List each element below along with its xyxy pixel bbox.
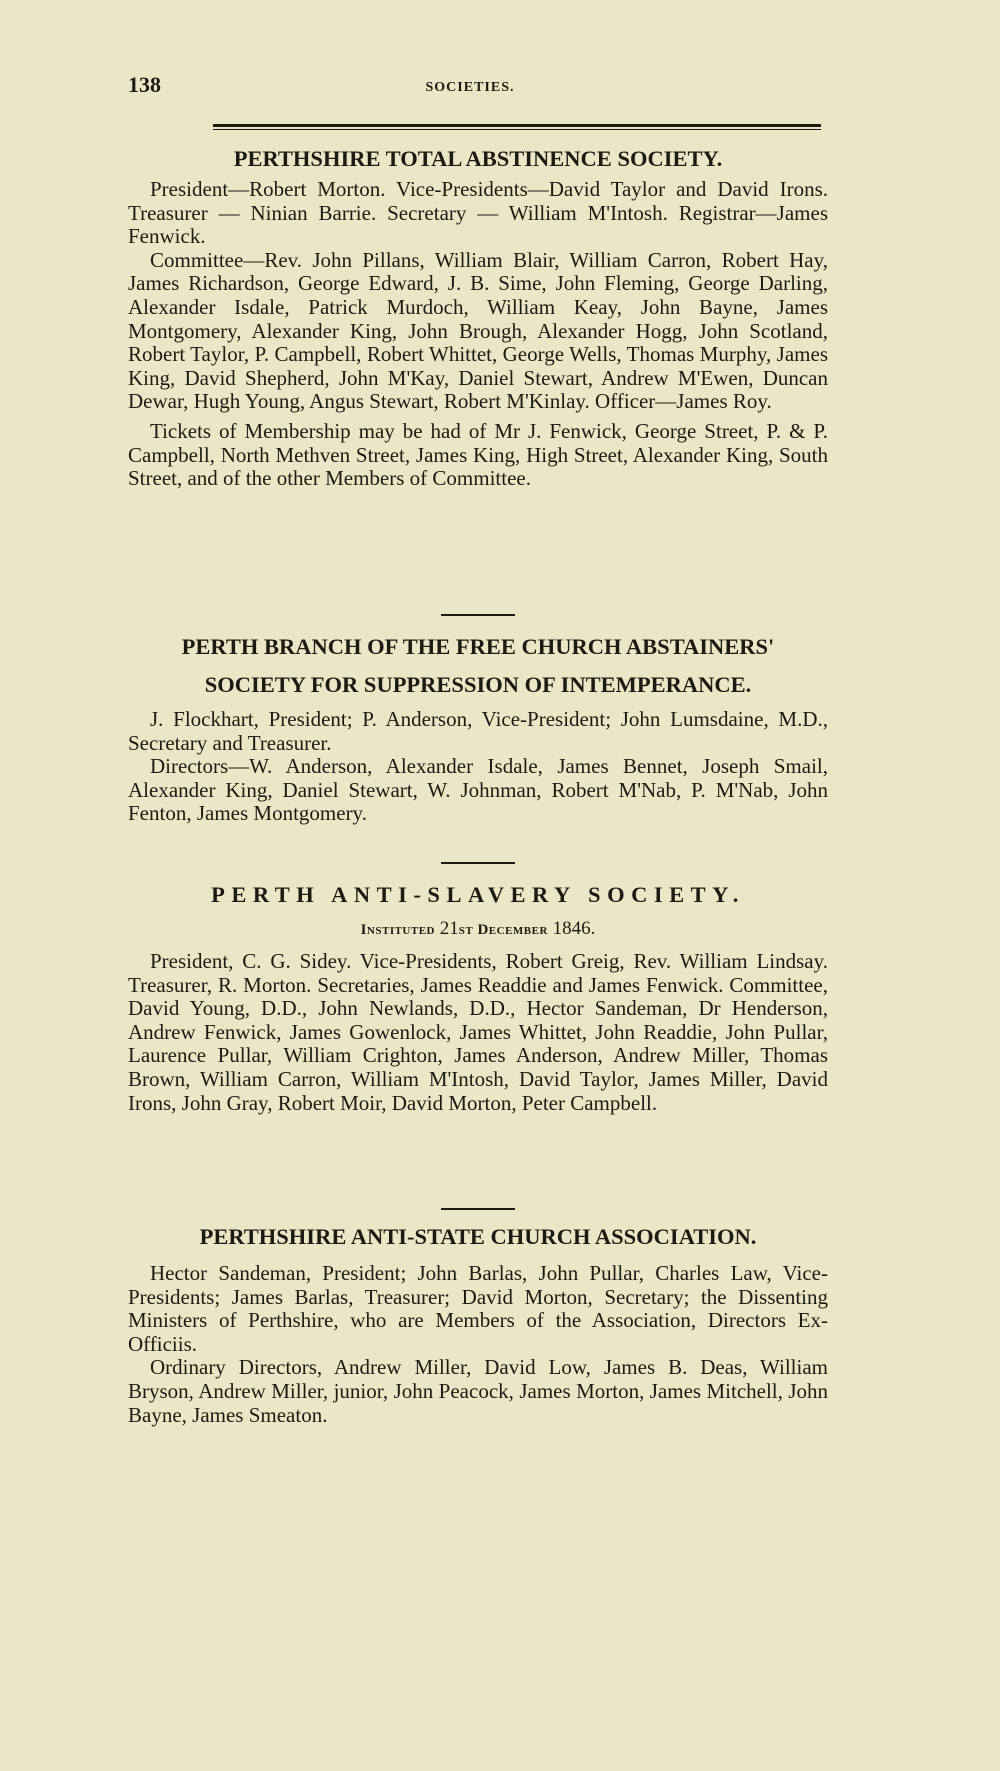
header-rule-thin: [213, 129, 821, 130]
section-anti-state-church: [128, 1208, 828, 1427]
running-head: SOCIETIES.: [425, 80, 515, 95]
section-free-church-abstainers: [128, 614, 828, 826]
section-divider: [441, 614, 515, 616]
section-title-line2: SOCIETY FOR SUPPRESSION OF INTEMPERANCE.: [204, 672, 752, 697]
paragraph: Committee—Rev. John Pillans, William Blair, William Carron, Robert Hay, James Richardson, George Edward, J. B. Sime, John Fleming, George Darling, Alexander Isdale, Patrick Murdoch, William Keay, John Bayne, James Montgomery, Alexander King, John Brough, Alexander Hogg, John Scotland, Robert Taylor, P. Campbell, Robert Whittet, George Wells, Thomas Murphy, James King, David Shepherd, John M'Kay, Daniel Stewart, Andrew M'Ewen, Duncan Dewar, Hugh Young, Angus Stewart, Robert M'Kinlay. Officer—James Roy.: [128, 247, 828, 414]
section-title: PERTHSHIRE TOTAL ABSTINENCE SOCIETY.: [233, 146, 723, 171]
section-subtitle: [128, 918, 828, 940]
paragraph: Tickets of Membership may be had of Mr J. Fenwick, George Street, P. & P. Campbell, North Methven Street, James King, High Street, Alexander King, South Street, and of the other Members of Committee.: [128, 418, 828, 491]
section-title: PERTH ANTI-SLAVERY SOCIETY.: [211, 882, 745, 907]
section-divider: [441, 862, 515, 864]
section-divider: [441, 1208, 515, 1210]
header-rule: [213, 124, 821, 127]
paragraph: Directors—W. Anderson, Alexander Isdale, James Bennet, Joseph Smail, Alexander King, Daniel Stewart, W. Johnman, Robert M'Nab, P. M'Nab, John Fenton, James Montgomery.: [128, 754, 828, 826]
paragraph: Ordinary Directors, Andrew Miller, David Low, James B. Deas, William Bryson, Andrew Miller, junior, John Peacock, James Morton, James Mitchell, John Bayne, James Smeaton.: [128, 1355, 828, 1427]
page-number: 138: [128, 72, 161, 97]
section-total-abstinence: [128, 140, 828, 491]
subtitle-year: 1846.: [552, 918, 596, 939]
section-anti-slavery: [128, 862, 828, 1115]
subtitle-day: 21: [439, 918, 459, 939]
section-title: PERTHSHIRE ANTI-STATE CHURCH ASSOCIATION.: [199, 1224, 757, 1249]
subtitle-prefix: Instituted: [360, 922, 435, 938]
paragraph: President, C. G. Sidey. Vice-Presidents, Robert Greig, Rev. William Lindsay. Treasurer, R. Morton. Secretaries, James Readdie and James Fenwick. Committee, David Young, D.D., John Newlands, D.D., Hector Sandeman, Dr Henderson, Andrew Fenwick, James Gowenlock, James Whittet, John Readdie, John Pullar, Laurence Pullar, William Crighton, James Anderson, Andrew Miller, Thomas Brown, William Carron, William M'Intosh, David Taylor, James Miller, David Irons, John Gray, Robert Moir, David Morton, Peter Campbell.: [128, 949, 828, 1115]
section-title-line1: PERTH BRANCH OF THE FREE CHURCH ABSTAINERS': [181, 634, 775, 659]
paragraph: J. Flockhart, President; P. Anderson, Vice-President; John Lumsdaine, M.D., Secretary and Treasurer.: [128, 707, 828, 755]
paragraph: Hector Sandeman, President; John Barlas, John Pullar, Charles Law, Vice-Presidents; James Barlas, Treasurer; David Morton, Secretary; the Dissenting Ministers of Perthshire, who are Members of the Association, Directors Ex-Officiis.: [128, 1261, 828, 1356]
subtitle-suffix: st December: [458, 922, 548, 938]
paragraph: President—Robert Morton. Vice-Presidents—David Taylor and David Irons. Treasurer — Ninian Barrie. Secretary — William M'Intosh. Registrar—James Fenwick.: [128, 177, 828, 249]
